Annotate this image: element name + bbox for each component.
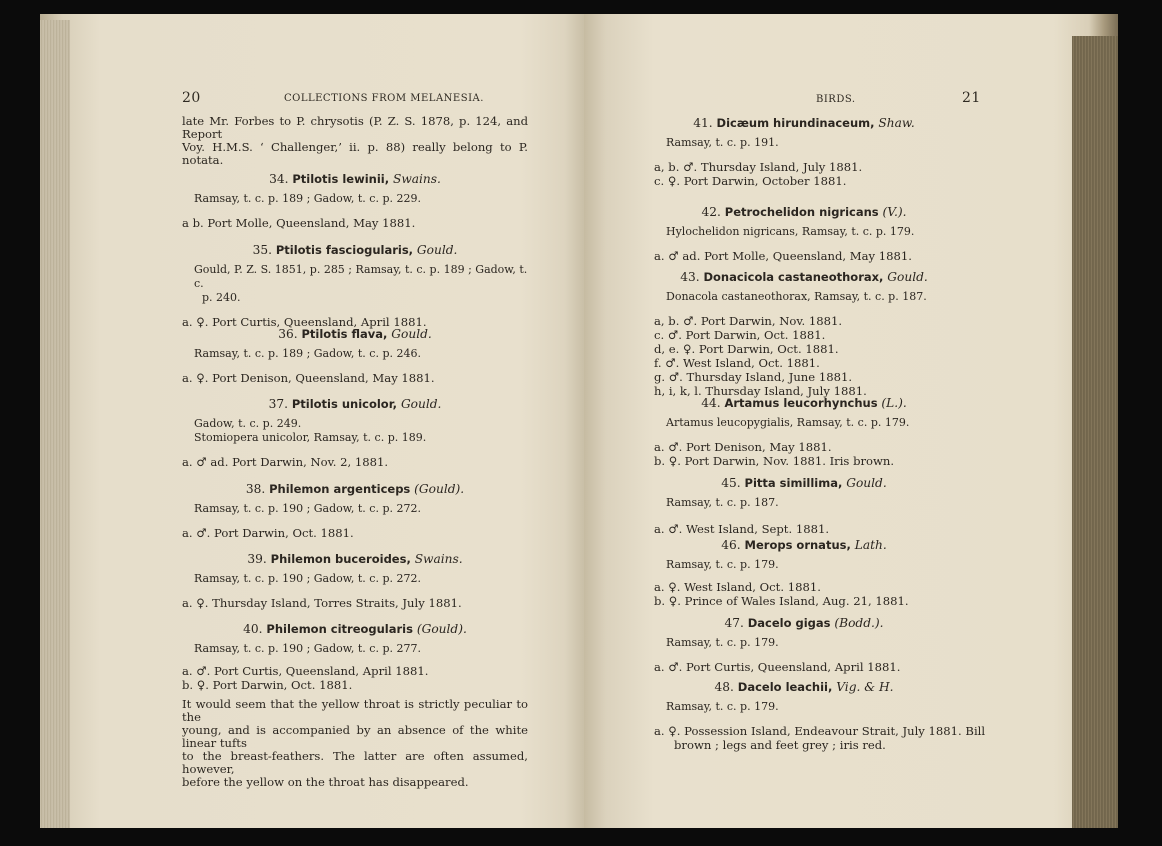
right-page-number: 21 <box>962 90 981 106</box>
entry-reference: Ramsay, t. c. p. 179. <box>666 636 779 649</box>
entry-47 <box>654 616 954 674</box>
specimen-line: a b. Port Molle, Queensland, May 1881. <box>182 216 416 230</box>
entry-title: 48. Dacelo leachii, Vig. & H. <box>714 680 894 694</box>
entry-reference: Stomiopera unicolor, Ramsay, t. c. p. 189. <box>194 431 427 444</box>
specimen-line: a. ♀. Port Denison, Queensland, May 1881. <box>182 371 435 385</box>
entry-36 <box>182 327 528 385</box>
entry-38 <box>182 482 528 540</box>
specimen-line: a. ♀. Possession Island, Endeavour Strait, July 1881. Bill <box>654 724 986 738</box>
entry-title: 47. Dacelo gigas (Bodd.). <box>724 616 884 630</box>
entry-title: 34. Ptilotis lewinii, Swains. <box>269 172 441 186</box>
entry-43 <box>654 270 954 398</box>
specimen-line: a. ♂. Port Curtis, Queensland, April 1881. <box>182 664 429 678</box>
entry-reference: Ramsay, t. c. p. 190 ; Gadow, t. c. p. 272. <box>194 572 421 585</box>
entry-title: 39. Philemon buceroides, Swains. <box>247 552 463 566</box>
right-running-head: BIRDS. <box>816 94 856 105</box>
specimen-line: b. ♀. Port Darwin, Oct. 1881. <box>182 678 353 692</box>
entry-reference: Ramsay, t. c. p. 189 ; Gadow, t. c. p. 246. <box>194 347 421 360</box>
specimen-line: a. ♂. Port Denison, May 1881. <box>654 440 832 454</box>
page-edges-right <box>1072 36 1118 828</box>
book-spread <box>40 14 1118 828</box>
entry-reference: Ramsay, t. c. p. 191. <box>666 136 779 149</box>
entry-45 <box>654 476 954 536</box>
entry-title: 36. Ptilotis flava, Gould. <box>278 327 432 341</box>
specimen-line: c. ♂. Port Darwin, Oct. 1881. <box>654 328 826 342</box>
page-edges-left <box>40 20 70 828</box>
entry-reference: Gould, P. Z. S. 1851, p. 285 ; Ramsay, t. c. p. 189 ; Gadow, t. c. <box>194 263 528 290</box>
entry-reference: Ramsay, t. c. p. 187. <box>666 496 779 509</box>
entry-reference: Ramsay, t. c. p. 179. <box>666 558 779 571</box>
entry-reference: Ramsay, t. c. p. 190 ; Gadow, t. c. p. 272. <box>194 502 421 515</box>
entry-title: 44. Artamus leucorhynchus (L.). <box>701 396 907 410</box>
specimen-line: b. ♀. Port Darwin, Nov. 1881. Iris brown. <box>654 454 895 468</box>
specimen-line: f. ♂. West Island, Oct. 1881. <box>654 356 820 370</box>
entry-title: 38. Philemon argenticeps (Gould). <box>245 482 465 496</box>
specimen-line: a. ♂ ad. Port Darwin, Nov. 2, 1881. <box>182 455 389 469</box>
entry-title: 35. Ptilotis fasciogularis, Gould. <box>252 243 458 257</box>
entry-reference: p. 240. <box>202 291 241 304</box>
specimen-line: c. ♀. Port Darwin, October 1881. <box>654 174 847 188</box>
specimen-line: a. ♂ ad. Port Molle, Queensland, May 1881. <box>654 249 912 263</box>
entry-title: 45. Pitta simillima, Gould. <box>721 476 887 490</box>
entry-title: 43. Donacicola castaneothorax, Gould. <box>680 270 928 284</box>
right-page <box>584 14 1118 828</box>
entry-41 <box>654 116 954 188</box>
entry-title: 37. Ptilotis unicolor, Gould. <box>268 397 442 411</box>
entry-reference: Ramsay, t. c. p. 189 ; Gadow, t. c. p. 229. <box>194 192 421 205</box>
specimen-line: a, b. ♂. Port Darwin, Nov. 1881. <box>654 314 843 328</box>
specimen-line: a. ♂. Port Darwin, Oct. 1881. <box>182 526 354 540</box>
specimen-line: a. ♀. West Island, Oct. 1881. <box>654 580 821 594</box>
entry-44 <box>654 396 954 468</box>
paragraph-line: It would seem that the yellow throat is strictly peculiar to the <box>182 697 528 724</box>
entry-reference: Ramsay, t. c. p. 190 ; Gadow, t. c. p. 277. <box>194 642 421 655</box>
entry-42 <box>654 205 954 263</box>
entry-35 <box>182 243 528 329</box>
specimen-line: brown ; legs and feet grey ; iris red. <box>674 738 886 752</box>
specimen-line: a, b. ♂. Thursday Island, July 1881. <box>654 160 863 174</box>
entry-46 <box>654 538 954 608</box>
entry-title: 46. Merops ornatus, Lath. <box>721 538 887 552</box>
intro-line: Voy. H.M.S. ‘ Challenger,’ ii. p. 88) really belong to P. notata. <box>182 140 528 167</box>
specimen-line: a. ♂. Port Curtis, Queensland, April 1881. <box>654 660 901 674</box>
entry-40 <box>182 622 528 692</box>
specimen-line: a. ♂. West Island, Sept. 1881. <box>654 522 830 536</box>
entry-title: 41. Dicæum hirundinaceum, Shaw. <box>693 116 915 130</box>
entry-48 <box>654 680 994 752</box>
left-page <box>40 14 584 828</box>
specimen-line: h, i, k, l. Thursday Island, July 1881. <box>654 384 867 398</box>
closing-paragraph <box>182 698 528 789</box>
specimen-line: a. ♀. Port Curtis, Queensland, April 1881. <box>182 315 427 329</box>
specimen-line: b. ♀. Prince of Wales Island, Aug. 21, 1881. <box>654 594 909 608</box>
entry-reference: Hylochelidon nigricans, Ramsay, t. c. p. 179. <box>666 225 915 238</box>
left-page-number: 20 <box>182 90 201 106</box>
specimen-line: d, e. ♀. Port Darwin, Oct. 1881. <box>654 342 839 356</box>
entry-reference: Ramsay, t. c. p. 179. <box>666 700 779 713</box>
paragraph-line: before the yellow on the throat has disappeared. <box>182 775 469 789</box>
specimen-line: a. ♀. Thursday Island, Torres Straits, July 1881. <box>182 596 462 610</box>
entry-reference: Gadow, t. c. p. 249. <box>194 417 302 430</box>
paragraph-line: young, and is accompanied by an absence of the white linear tufts <box>182 723 528 750</box>
intro-line: late Mr. Forbes to P. chrysotis (P. Z. S. 1878, p. 124, and Report <box>182 114 528 141</box>
entry-reference: Donacola castaneothorax, Ramsay, t. c. p. 187. <box>666 290 927 303</box>
entry-34 <box>182 172 528 230</box>
entry-39 <box>182 552 528 610</box>
entry-title: 40. Philemon citreogularis (Gould). <box>243 622 467 636</box>
entry-title: 42. Petrochelidon nigricans (V.). <box>701 205 907 219</box>
entry-reference: Artamus leucopygialis, Ramsay, t. c. p. 179. <box>666 416 910 429</box>
left-running-head: COLLECTIONS FROM MELANESIA. <box>284 93 484 104</box>
entry-37 <box>182 397 528 469</box>
paragraph-line: to the breast-feathers. The latter are often assumed, however, <box>182 749 528 776</box>
left-intro <box>182 115 528 167</box>
specimen-line: g. ♂. Thursday Island, June 1881. <box>654 370 853 384</box>
